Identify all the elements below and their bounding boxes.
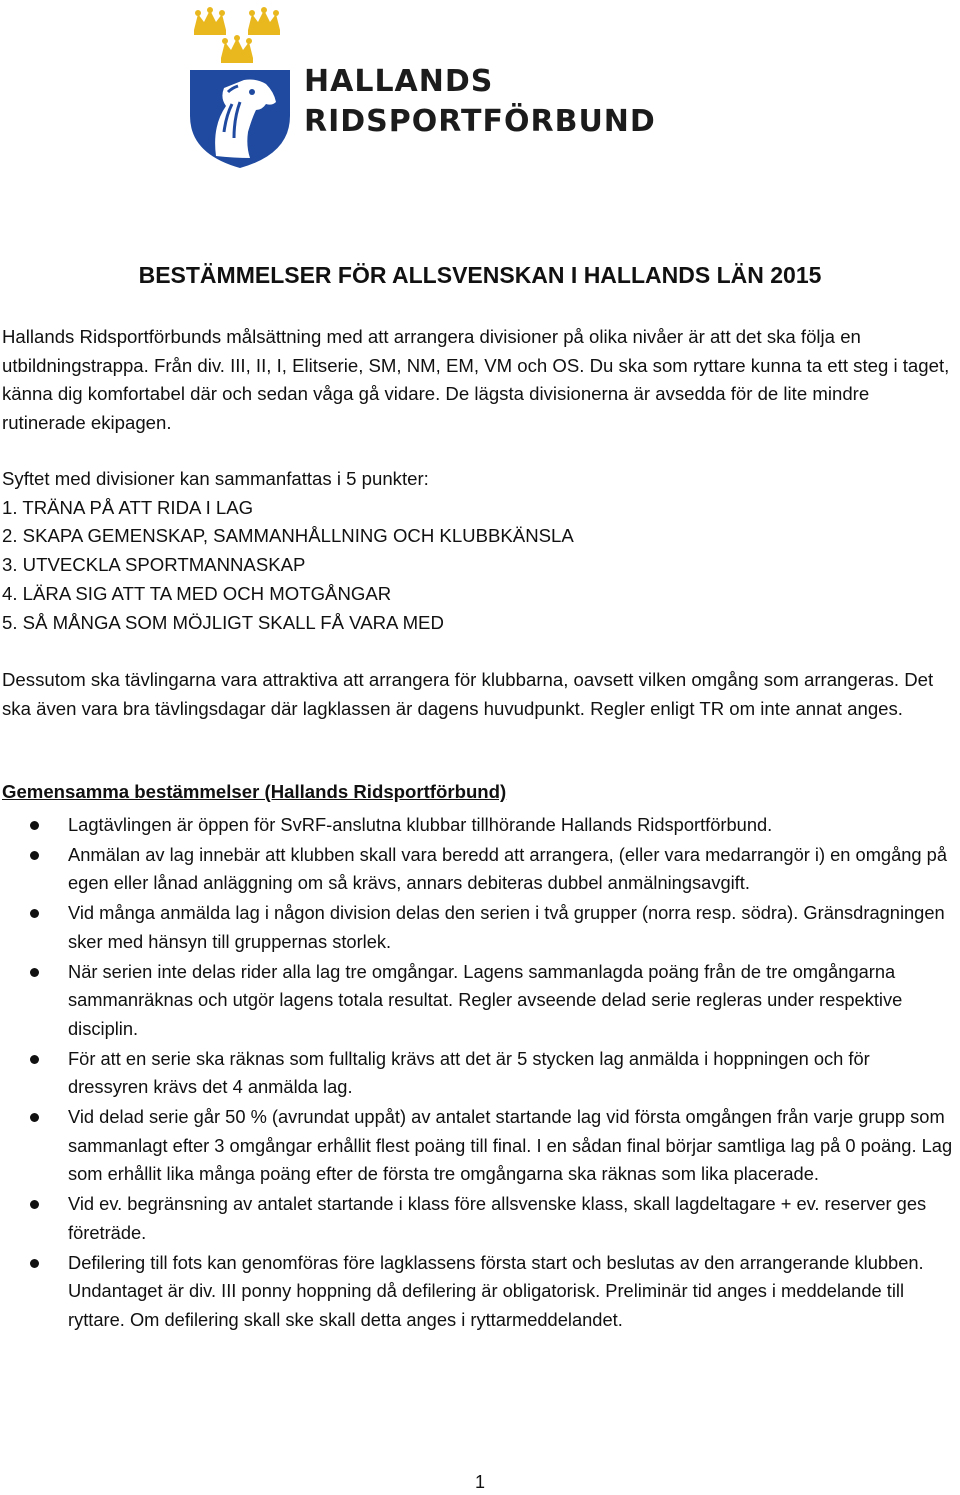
purpose-point: 4. LÄRA SIG ATT TA MED OCH MOTGÅNGAR: [2, 582, 392, 604]
extra-paragraph: Dessutom ska tävlingarna vara attraktiva att arrangera för klubbarna, oavsett vilken omgång som arrangeras. Det ska även vara bra tävlingsdagar där lagklassen är dagens huvudpunkt. Regler enligt TR om inte annat anges.: [2, 669, 934, 719]
hallands-ridsportforbund-crest-icon: [186, 6, 298, 171]
purpose-point: 2. SKAPA GEMENSKAP, SAMMANHÅLLNING OCH KLUBBKÄNSLA: [2, 525, 574, 547]
bullet-icon: [30, 968, 39, 977]
purpose-point: 1. TRÄNA PÅ ATT RIDA I LAG: [2, 496, 254, 518]
list-item-text: För att en serie ska räknas som fulltalig krävs att det är 5 stycken lag anmälda i hoppningen och för dressyren krävs det 4 anmälda lag.: [68, 1047, 870, 1098]
page-number: 1: [474, 1472, 485, 1492]
bullet-icon: [30, 1055, 39, 1064]
list-item: [0, 1249, 960, 1335]
list-item: [0, 841, 960, 898]
list-item-text: Anmälan av lag innebär att klubben skall vara beredd att arrangera, (eller vara medarrangör i) en omgång på egen eller lånad anläggning om så krävs, annars debiteras dubbel anmälningsavgift.: [68, 843, 948, 894]
list-item-text: Vid ev. begränsning av antalet startande i klass före allsvenske klass, skall lagdeltagare + ev. reserver ges företräde.: [68, 1193, 927, 1243]
purpose-point: 3. UTVECKLA SPORTMANNASKAP: [2, 554, 306, 576]
list-item-text: Lagtävlingen är öppen för SvRF-anslutna klubbar tillhörande Hallands Ridsportförbund.: [68, 814, 773, 835]
purpose-point: 5. SÅ MÅNGA SOM MÖJLIGT SKALL FÅ VARA MED: [2, 611, 444, 633]
list-item: [0, 958, 960, 1044]
purpose-intro: Syftet med divisioner kan sammanfattas i 5 punkter:: [2, 468, 429, 489]
list-item: [0, 811, 960, 840]
list-item-text: Vid många anmälda lag i någon division delas den serien i två grupper (norra resp. södra). Gränsdragningen sker med hänsyn till gruppernas storlek.: [68, 902, 945, 952]
list-item-text: Defilering till fots kan genomföras före lagklassens första start och beslutas av den arrangerande klubben. Undantaget är div. III ponny hoppning då defilering är obligatorisk. Preliminär tid anges i meddelande till ryttare. Om defilering skall ske skall detta anges i ryttarmeddelandet.: [68, 1251, 924, 1330]
list-item: [0, 1045, 960, 1102]
bullet-icon: [30, 909, 39, 918]
purpose-section: [2, 465, 952, 637]
bullet-icon: [30, 851, 39, 860]
list-item-text: Vid delad serie går 50 % (avrundat uppåt) av antalet startande lag vid första omgången från varje grupp som sammanlagt efter 3 omgångar erhållit flest poäng till final. I en sådan final börjar samtliga lag på 0 poäng. Lag som erhållit lika många poäng efter de första tre omgångarna ska räknas som lika placerade.: [68, 1106, 953, 1185]
list-item: [0, 899, 960, 956]
bullet-icon: [30, 821, 39, 830]
document-title: BESTÄMMELSER FÖR ALLSVENSKAN I HALLANDS LÄN 2015: [138, 262, 822, 288]
list-item: [0, 1190, 960, 1247]
list-item-text: När serien inte delas rider alla lag tre omgångar. Lagens sammanlagda poäng från de tre omgångarna sammanräknas och utgör lagens totala resultat. Regler avseende delad serie regleras under respektive disciplin.: [68, 960, 903, 1039]
bullet-icon: [30, 1259, 39, 1268]
section-heading: Gemensamma bestämmelser (Hallands Ridsportförbund): [2, 781, 507, 802]
intro-paragraph: Hallands Ridsportförbunds målsättning med att arrangera divisioner på olika nivåer är att det ska följa en utbildningstrappa. Från div. III, II, I, Elitserie, SM, NM, EM, VM och OS. Du ska som ryttare kunna ta ett steg i taget, känna dig komfortabel där och sedan våga gå vidare. De lägsta divisionerna är avsedda för de lite mindre rutinerade ekipagen.: [2, 326, 950, 434]
rules-list: [0, 811, 960, 1336]
bullet-icon: [30, 1113, 39, 1122]
logo-line2: RIDSPORTFÖRBUND: [304, 104, 656, 139]
list-item: [0, 1103, 960, 1189]
logo-line1: HALLANDS: [304, 64, 494, 99]
bullet-icon: [30, 1200, 39, 1209]
logo: [186, 6, 706, 171]
